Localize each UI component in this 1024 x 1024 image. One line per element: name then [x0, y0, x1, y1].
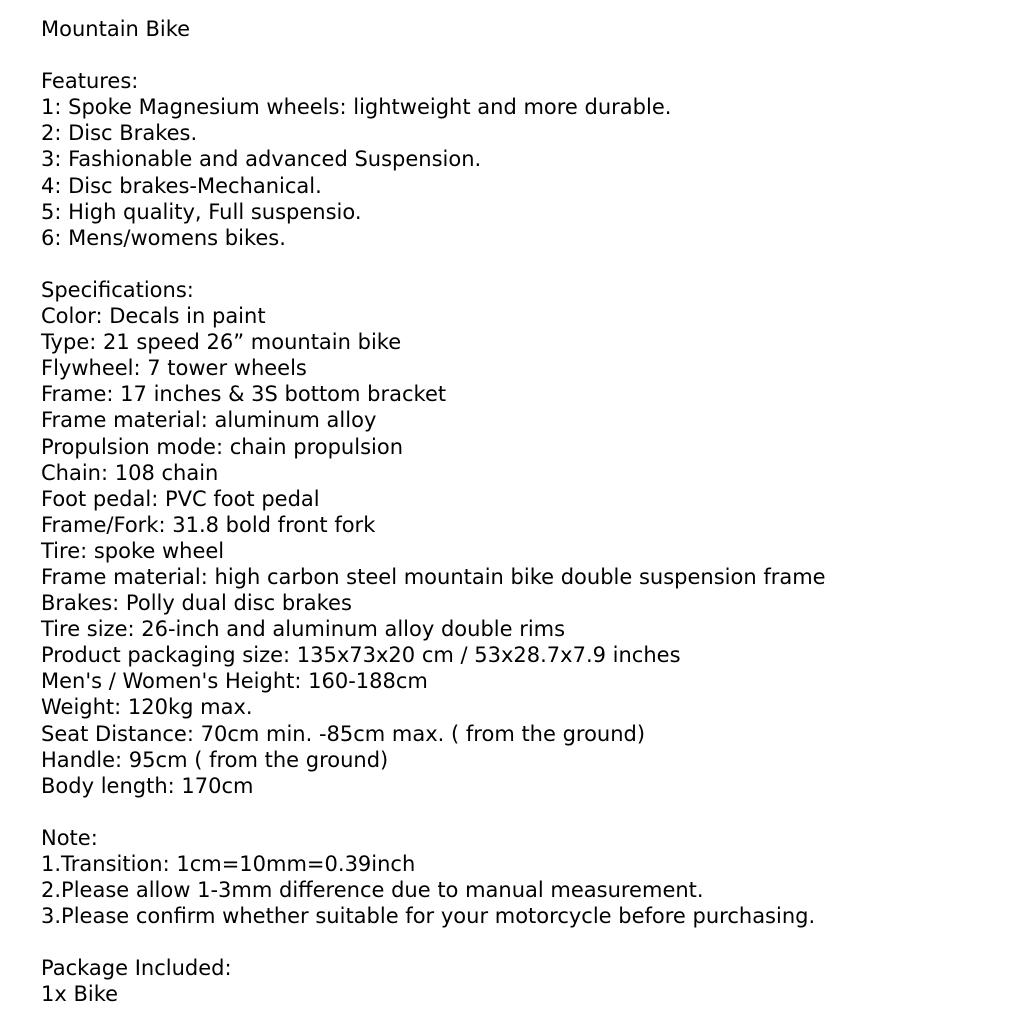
spacer — [41, 42, 1011, 68]
spec-item: Frame: 17 inches & 3S bottom bracket — [41, 382, 447, 407]
product-description — [41, 16, 1011, 1008]
spec-item: Propulsion mode: chain propulsion — [41, 434, 404, 459]
feature-item: 5: High quality, Full suspensio. — [41, 199, 362, 224]
features-section — [41, 68, 1011, 251]
spacer — [41, 799, 1011, 825]
spec-item: Brakes: Polly dual disc brakes — [41, 591, 352, 616]
package-heading: Package Included: — [41, 956, 232, 981]
note-heading: Note: — [41, 825, 98, 850]
package-item: 1x Bike — [41, 982, 119, 1007]
note-item: 2.Please allow 1-3mm difference due to manual measurement. — [41, 878, 704, 903]
document-title: Mountain Bike — [41, 17, 191, 41]
note-section — [41, 825, 1011, 929]
spec-item: Weight: 120kg max. — [41, 695, 253, 720]
spec-item: Seat Distance: 70cm min. -85cm max. ( from the ground) — [41, 721, 646, 746]
spec-item: Chain: 108 chain — [41, 460, 219, 485]
spec-item: Product packaging size: 135x73x20 cm / 53x28.7x7.9 inches — [41, 643, 681, 668]
spec-item: Foot pedal: PVC foot pedal — [41, 486, 320, 511]
specifications-heading: Specifications: — [41, 277, 194, 302]
note-item: 1.Transition: 1cm=10mm=0.39inch — [41, 852, 416, 876]
spec-item: Men's / Women's Height: 160-188cm — [41, 669, 428, 694]
spec-item: Tire: spoke wheel — [41, 538, 225, 563]
feature-item: 3: Fashionable and advanced Suspension. — [41, 147, 482, 172]
feature-item: 4: Disc brakes-Mechanical. — [41, 173, 322, 198]
package-section — [41, 955, 1011, 1007]
spacer — [41, 251, 1011, 277]
spec-item: Frame material: high carbon steel mountain bike double suspension frame — [41, 564, 826, 589]
spec-item: Tire size: 26-inch and aluminum alloy double rims — [41, 617, 566, 642]
features-heading: Features: — [41, 69, 139, 94]
spec-item: Frame/Fork: 31.8 bold front fork — [41, 512, 376, 537]
note-item: 3.Please confirm whether suitable for your motorcycle before purchasing. — [41, 904, 816, 929]
spec-item: Color: Decals in paint — [41, 304, 266, 329]
spec-item: Frame material: aluminum alloy — [41, 408, 377, 433]
spec-item: Handle: 95cm ( from the ground) — [41, 747, 389, 772]
specifications-section — [41, 277, 1011, 799]
feature-item: 2: Disc Brakes. — [41, 121, 198, 146]
feature-item: 6: Mens/womens bikes. — [41, 225, 286, 250]
spec-item: Type: 21 speed 26” mountain bike — [41, 330, 402, 355]
spec-item: Body length: 170cm — [41, 773, 254, 798]
spec-item: Flywheel: 7 tower wheels — [41, 356, 307, 381]
feature-item: 1: Spoke Magnesium wheels: lightweight and more durable. — [41, 95, 672, 120]
spacer — [41, 929, 1011, 955]
